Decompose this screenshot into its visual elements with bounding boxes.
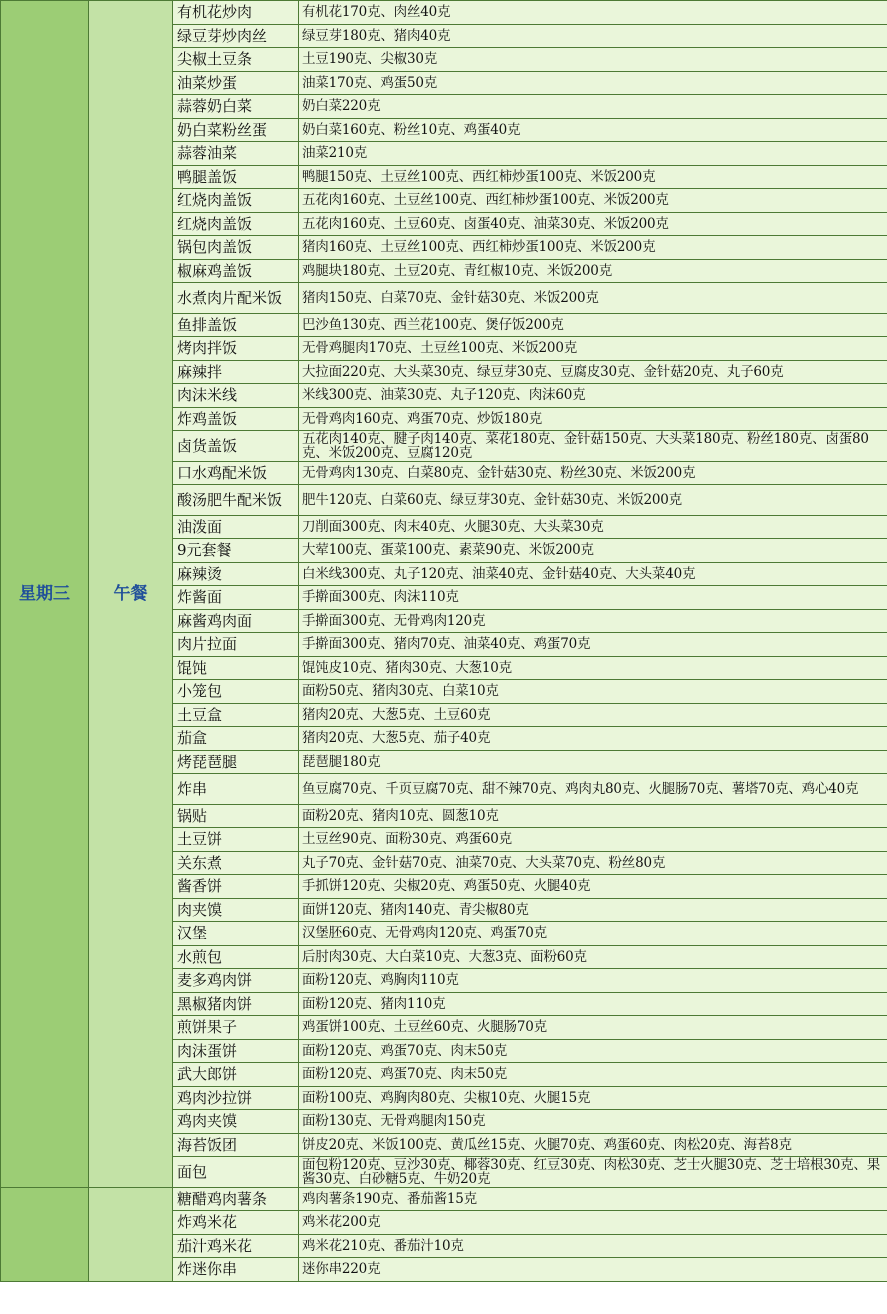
ingredients-cell: 汉堡胚60克、无骨鸡肉120克、鸡蛋70克 xyxy=(299,922,887,946)
dish-name-cell: 炸迷你串 xyxy=(173,1258,299,1282)
ingredients-cell: 面粉20克、猪肉10克、圆葱10克 xyxy=(299,804,887,828)
dish-name-cell: 麻酱鸡肉面 xyxy=(173,609,299,633)
ingredients-cell: 刀削面300克、肉末40克、火腿30克、大头菜30克 xyxy=(299,515,887,539)
dish-name-cell: 卤货盖饭 xyxy=(173,431,299,462)
dish-name-cell: 烤肉拌饭 xyxy=(173,337,299,361)
dish-name-cell: 面包 xyxy=(173,1157,299,1188)
dish-name-cell: 蒜蓉奶白菜 xyxy=(173,95,299,119)
dish-name-cell: 黑椒猪肉饼 xyxy=(173,992,299,1016)
ingredients-cell: 琵琶腿180克 xyxy=(299,750,887,774)
dish-name-cell: 口水鸡配米饭 xyxy=(173,461,299,485)
ingredients-cell: 后肘肉30克、大白菜10克、大葱3克、面粉60克 xyxy=(299,945,887,969)
ingredients-cell: 奶白菜220克 xyxy=(299,95,887,119)
ingredients-cell: 面粉100克、鸡胸肉80克、尖椒10克、火腿15克 xyxy=(299,1086,887,1110)
ingredients-cell: 猪肉160克、土豆丝100克、西红柿炒蛋100克、米饭200克 xyxy=(299,236,887,260)
ingredients-cell: 猪肉20克、大葱5克、土豆60克 xyxy=(299,703,887,727)
ingredients-cell: 鱼豆腐70克、千页豆腐70克、甜不辣70克、鸡肉丸80克、火腿肠70克、薯塔70克、鸡心40克 xyxy=(299,774,887,805)
dish-name-cell: 关东煮 xyxy=(173,851,299,875)
ingredients-cell: 无骨鸡肉130克、白菜80克、金针菇30克、粉丝30克、米饭200克 xyxy=(299,461,887,485)
dish-name-cell: 锅包肉盖饭 xyxy=(173,236,299,260)
ingredients-cell: 馄饨皮10克、猪肉30克、大葱10克 xyxy=(299,656,887,680)
dish-name-cell: 锅贴 xyxy=(173,804,299,828)
ingredients-cell: 面粉50克、猪肉30克、白菜10克 xyxy=(299,680,887,704)
ingredients-cell: 面粉120克、鸡蛋70克、肉末50克 xyxy=(299,1063,887,1087)
dish-name-cell: 鸡肉夹馍 xyxy=(173,1110,299,1134)
menu-body xyxy=(1,1,887,1282)
dish-name-cell: 鸡肉沙拉饼 xyxy=(173,1086,299,1110)
ingredients-cell: 鸡米花200克 xyxy=(299,1211,887,1235)
dish-name-cell: 鸭腿盖饭 xyxy=(173,165,299,189)
dish-name-cell: 肉沫蛋饼 xyxy=(173,1039,299,1063)
dish-name-cell: 麻辣拌 xyxy=(173,360,299,384)
dish-name-cell: 炸串 xyxy=(173,774,299,805)
ingredients-cell: 鸡米花210克、番茄汁10克 xyxy=(299,1234,887,1258)
dish-name-cell: 汉堡 xyxy=(173,922,299,946)
ingredients-cell: 五花肉140克、腱子肉140克、菜花180克、金针菇150克、大头菜180克、粉丝180克、卤蛋80克、米饭200克、豆腐120克 xyxy=(299,431,887,462)
dish-name-cell: 油泼面 xyxy=(173,515,299,539)
ingredients-cell: 大拉面220克、大头菜30克、绿豆芽30克、豆腐皮30克、金针菇20克、丸子60克 xyxy=(299,360,887,384)
dish-name-cell: 水煮肉片配米饭 xyxy=(173,283,299,314)
meal-cell: 午餐 xyxy=(89,1,173,1188)
ingredients-cell: 鸭腿150克、土豆丝100克、西红柿炒蛋100克、米饭200克 xyxy=(299,165,887,189)
dish-name-cell: 肉片拉面 xyxy=(173,633,299,657)
ingredients-cell: 面粉130克、无骨鸡腿肉150克 xyxy=(299,1110,887,1134)
dish-name-cell: 肉夹馍 xyxy=(173,898,299,922)
ingredients-cell: 面粉120克、猪肉110克 xyxy=(299,992,887,1016)
dish-name-cell: 红烧肉盖饭 xyxy=(173,212,299,236)
ingredients-cell: 迷你串220克 xyxy=(299,1258,887,1282)
ingredients-cell: 巴沙鱼130克、西兰花100克、煲仔饭200克 xyxy=(299,313,887,337)
ingredients-cell: 无骨鸡腿肉170克、土豆丝100克、米饭200克 xyxy=(299,337,887,361)
ingredients-cell: 土豆丝90克、面粉30克、鸡蛋60克 xyxy=(299,828,887,852)
dish-name-cell: 海苔饭团 xyxy=(173,1133,299,1157)
dish-name-cell: 炸酱面 xyxy=(173,586,299,610)
dish-name-cell: 水煎包 xyxy=(173,945,299,969)
ingredients-cell: 米线300克、油菜30克、丸子120克、肉沫60克 xyxy=(299,384,887,408)
dish-name-cell: 麦多鸡肉饼 xyxy=(173,969,299,993)
dish-name-cell: 小笼包 xyxy=(173,680,299,704)
ingredients-cell: 猪肉20克、大葱5克、茄子40克 xyxy=(299,727,887,751)
ingredients-cell: 面饼120克、猪肉140克、青尖椒80克 xyxy=(299,898,887,922)
dish-name-cell: 鱼排盖饭 xyxy=(173,313,299,337)
ingredients-cell: 土豆190克、尖椒30克 xyxy=(299,48,887,72)
ingredients-cell: 无骨鸡肉160克、鸡蛋70克、炒饭180克 xyxy=(299,407,887,431)
ingredients-cell: 鸡肉薯条190克、番茄酱15克 xyxy=(299,1187,887,1211)
dish-name-cell: 炸鸡米花 xyxy=(173,1211,299,1235)
dish-name-cell: 土豆盒 xyxy=(173,703,299,727)
ingredients-cell: 面包粉120克、豆沙30克、椰蓉30克、红豆30克、肉松30克、芝士火腿30克、芝士培根30克、果酱30克、白砂糖5克、牛奶20克 xyxy=(299,1157,887,1188)
dish-name-cell: 有机花炒肉 xyxy=(173,1,299,25)
ingredients-cell: 猪肉150克、白菜70克、金针菇30克、米饭200克 xyxy=(299,283,887,314)
ingredients-cell: 鸡蛋饼100克、土豆丝60克、火腿肠70克 xyxy=(299,1016,887,1040)
ingredients-cell: 丸子70克、金针菇70克、油菜70克、大头菜70克、粉丝80克 xyxy=(299,851,887,875)
dish-name-cell: 红烧肉盖饭 xyxy=(173,189,299,213)
ingredients-cell: 五花肉160克、土豆60克、卤蛋40克、油菜30克、米饭200克 xyxy=(299,212,887,236)
ingredients-cell: 手抓饼120克、尖椒20克、鸡蛋50克、火腿40克 xyxy=(299,875,887,899)
dish-name-cell: 麻辣烫 xyxy=(173,562,299,586)
dish-name-cell: 绿豆芽炒肉丝 xyxy=(173,24,299,48)
ingredients-cell: 绿豆芽180克、猪肉40克 xyxy=(299,24,887,48)
ingredients-cell: 手擀面300克、猪肉70克、油菜40克、鸡蛋70克 xyxy=(299,633,887,657)
ingredients-cell: 饼皮20克、米饭100克、黄瓜丝15克、火腿70克、鸡蛋60克、肉松20克、海苔8克 xyxy=(299,1133,887,1157)
ingredients-cell: 奶白菜160克、粉丝10克、鸡蛋40克 xyxy=(299,118,887,142)
ingredients-cell: 五花肉160克、土豆丝100克、西红柿炒蛋100克、米饭200克 xyxy=(299,189,887,213)
dish-name-cell: 炸鸡盖饭 xyxy=(173,407,299,431)
dish-name-cell: 烤琵琶腿 xyxy=(173,750,299,774)
ingredients-cell: 面粉120克、鸡蛋70克、肉末50克 xyxy=(299,1039,887,1063)
dish-name-cell: 煎饼果子 xyxy=(173,1016,299,1040)
dish-name-cell: 馄饨 xyxy=(173,656,299,680)
dish-name-cell: 酸汤肥牛配米饭 xyxy=(173,485,299,516)
ingredients-cell: 手擀面300克、肉沫110克 xyxy=(299,586,887,610)
ingredients-cell: 大荤100克、蛋菜100克、素菜90克、米饭200克 xyxy=(299,539,887,563)
ingredients-cell: 面粉120克、鸡胸肉110克 xyxy=(299,969,887,993)
dish-name-cell: 茄汁鸡米花 xyxy=(173,1234,299,1258)
dish-name-cell: 糖醋鸡肉薯条 xyxy=(173,1187,299,1211)
ingredients-cell: 油菜170克、鸡蛋50克 xyxy=(299,71,887,95)
ingredients-cell: 鸡腿块180克、土豆20克、青红椒10克、米饭200克 xyxy=(299,259,887,283)
ingredients-cell: 油菜210克 xyxy=(299,142,887,166)
dish-name-cell: 9元套餐 xyxy=(173,539,299,563)
menu-row xyxy=(1,1,887,25)
ingredients-cell: 肥牛120克、白菜60克、绿豆芽30克、金针菇30克、米饭200克 xyxy=(299,485,887,516)
dish-name-cell: 酱香饼 xyxy=(173,875,299,899)
dish-name-cell: 油菜炒蛋 xyxy=(173,71,299,95)
day-cell xyxy=(1,1187,89,1281)
dish-name-cell: 肉沫米线 xyxy=(173,384,299,408)
dish-name-cell: 武大郎饼 xyxy=(173,1063,299,1087)
ingredients-cell: 白米线300克、丸子120克、油菜40克、金针菇40克、大头菜40克 xyxy=(299,562,887,586)
ingredients-cell: 有机花170克、肉丝40克 xyxy=(299,1,887,25)
menu-row xyxy=(1,1187,887,1211)
dish-name-cell: 土豆饼 xyxy=(173,828,299,852)
meal-cell xyxy=(89,1187,173,1281)
day-cell: 星期三 xyxy=(1,1,89,1188)
ingredients-cell: 手擀面300克、无骨鸡肉120克 xyxy=(299,609,887,633)
dish-name-cell: 蒜蓉油菜 xyxy=(173,142,299,166)
dish-name-cell: 奶白菜粉丝蛋 xyxy=(173,118,299,142)
dish-name-cell: 椒麻鸡盖饭 xyxy=(173,259,299,283)
dish-name-cell: 茄盒 xyxy=(173,727,299,751)
dish-name-cell: 尖椒土豆条 xyxy=(173,48,299,72)
